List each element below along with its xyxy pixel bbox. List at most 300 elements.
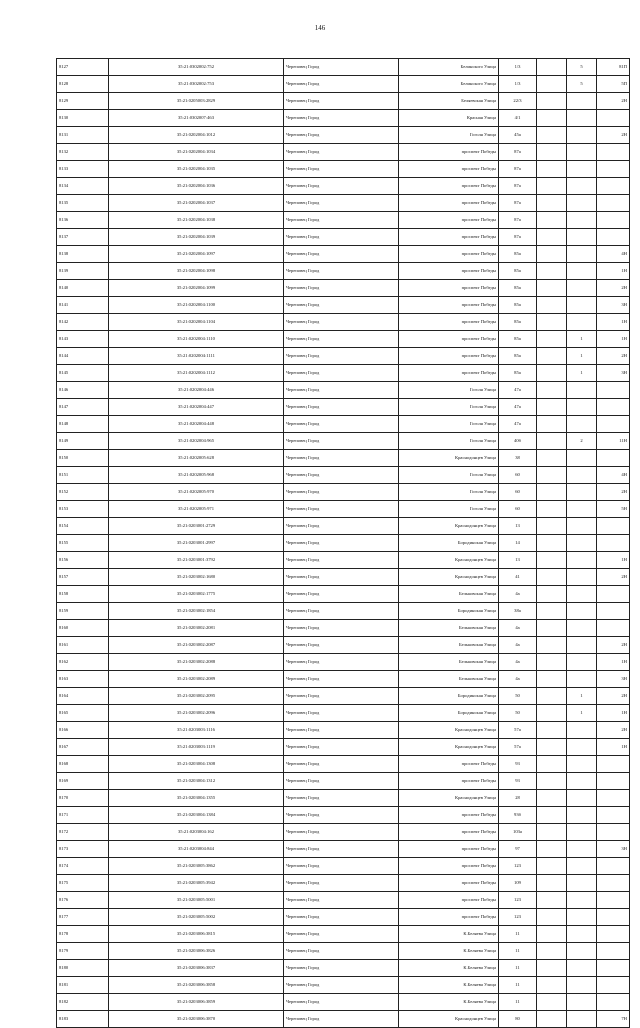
table-row [57,569,630,586]
premises-number-cell: 3Н [597,297,630,314]
table-row [57,365,630,382]
street-name-cell: Гоголя Улица [399,127,499,144]
street-name-cell: проспект Победы [399,824,499,841]
premises-number-cell: 4Н [597,467,630,484]
table-row [57,59,630,76]
house-number-cell: 85а [499,365,537,382]
street-name-cell: проспект Победы [399,314,499,331]
building-number-cell [537,365,567,382]
cadastral-number-cell: 35:21:0203004:1308 [109,756,284,773]
floor-number-cell [567,603,597,620]
floor-number-cell [567,382,597,399]
cadastral-number-cell: 35:21:0203001:3792 [109,552,284,569]
town-name-cell: Череповец Город [284,297,399,314]
table-row [57,603,630,620]
building-number-cell [537,331,567,348]
house-number-cell: 1/3 [499,59,537,76]
house-number-cell: 60 [499,467,537,484]
town-name-cell: Череповец Город [284,943,399,960]
table-row [57,875,630,892]
building-number-cell [537,671,567,688]
table-row [57,467,630,484]
street-name-cell: проспект Победы [399,144,499,161]
town-name-cell: Череповец Город [284,807,399,824]
building-number-cell [537,501,567,518]
town-name-cell: Череповец Город [284,331,399,348]
registry-body [57,59,630,1028]
floor-number-cell [567,756,597,773]
premises-number-cell: 1Н [597,552,630,569]
floor-number-cell [567,212,597,229]
building-number-cell [537,892,567,909]
table-row [57,620,630,637]
town-name-cell: Череповец Город [284,416,399,433]
row-number-cell: 8136 [57,212,109,229]
street-name-cell: Гоголя Улица [399,433,499,450]
town-name-cell: Череповец Город [284,637,399,654]
building-number-cell [537,926,567,943]
row-number-cell: 8147 [57,399,109,416]
street-name-cell: проспект Победы [399,841,499,858]
table-row [57,790,630,807]
row-number-cell: 8165 [57,705,109,722]
house-number-cell: 87а [499,229,537,246]
row-number-cell: 8128 [57,76,109,93]
house-number-cell: 40б [499,433,537,450]
table-row [57,484,630,501]
row-number-cell: 8127 [57,59,109,76]
floor-number-cell [567,943,597,960]
building-number-cell [537,790,567,807]
house-number-cell: 50 [499,705,537,722]
building-number-cell [537,246,567,263]
row-number-cell: 8167 [57,739,109,756]
building-number-cell [537,229,567,246]
row-number-cell: 8174 [57,858,109,875]
building-number-cell [537,76,567,93]
row-number-cell: 8135 [57,195,109,212]
street-name-cell: Бородинская Улица [399,688,499,705]
cadastral-number-cell: 35:21:0302007:463 [109,110,284,127]
cadastral-number-cell: 35:21:0203006:3858 [109,977,284,994]
cadastral-number-cell: 35:21:0203001:2729 [109,518,284,535]
table-row [57,93,630,110]
floor-number-cell [567,824,597,841]
table-row [57,110,630,127]
premises-number-cell [597,535,630,552]
house-number-cell: 123 [499,892,537,909]
house-number-cell: 13 [499,552,537,569]
cadastral-number-cell: 35:21:0203005:3942 [109,875,284,892]
table-row [57,739,630,756]
premises-number-cell: 1Н [597,263,630,280]
street-name-cell: проспект Победы [399,246,499,263]
table-row [57,212,630,229]
floor-number-cell: 1 [567,331,597,348]
town-name-cell: Череповец Город [284,858,399,875]
street-name-cell: проспект Победы [399,875,499,892]
town-name-cell: Череповец Город [284,314,399,331]
house-number-cell: 4а [499,620,537,637]
floor-number-cell [567,960,597,977]
street-name-cell: К.Беляева Улица [399,943,499,960]
premises-number-cell [597,110,630,127]
town-name-cell: Череповец Город [284,994,399,1011]
house-number-cell: 47а [499,399,537,416]
row-number-cell: 8143 [57,331,109,348]
table-row [57,518,630,535]
town-name-cell: Череповец Город [284,671,399,688]
table-row [57,909,630,926]
cadastral-number-cell: 35:21:0203002:2095 [109,688,284,705]
town-name-cell: Череповец Город [284,195,399,212]
street-name-cell: Беляевская Улица [399,93,499,110]
table-row [57,705,630,722]
street-name-cell: Краснодонцев Улица [399,1011,499,1028]
premises-number-cell: 5Н [597,501,630,518]
house-number-cell: 4а [499,654,537,671]
premises-number-cell: 1Н [597,739,630,756]
row-number-cell: 8137 [57,229,109,246]
floor-number-cell [567,280,597,297]
cadastral-number-cell: 35:21:0202004:1036 [109,178,284,195]
floor-number-cell [567,620,597,637]
floor-number-cell [567,467,597,484]
cadastral-number-cell: 35:21:0202004:1034 [109,144,284,161]
table-row [57,807,630,824]
town-name-cell: Череповец Город [284,586,399,603]
cadastral-number-cell: 35:21:0202004:965 [109,433,284,450]
town-name-cell: Череповец Город [284,620,399,637]
premises-number-cell: 2Н [597,688,630,705]
row-number-cell: 8183 [57,1011,109,1028]
street-name-cell: проспект Победы [399,280,499,297]
street-name-cell: Гоголя Улица [399,501,499,518]
row-number-cell: 8180 [57,960,109,977]
premises-number-cell [597,875,630,892]
cadastral-number-cell: 35:21:0202004:1100 [109,297,284,314]
house-number-cell: 41 [499,569,537,586]
row-number-cell: 8138 [57,246,109,263]
building-number-cell [537,824,567,841]
building-number-cell [537,586,567,603]
cadastral-number-cell: 35:21:0202004:447 [109,399,284,416]
house-number-cell: 85а [499,280,537,297]
building-number-cell [537,535,567,552]
floor-number-cell: 2 [567,433,597,450]
table-row [57,433,630,450]
building-number-cell [537,280,567,297]
street-name-cell: Бельковская Улица [399,637,499,654]
town-name-cell: Череповец Город [284,773,399,790]
premises-number-cell [597,382,630,399]
row-number-cell: 8153 [57,501,109,518]
row-number-cell: 8141 [57,297,109,314]
floor-number-cell [567,994,597,1011]
row-number-cell: 8163 [57,671,109,688]
town-name-cell: Череповец Город [284,348,399,365]
house-number-cell: 87а [499,212,537,229]
cadastral-number-cell: 35:21:0203001:2997 [109,535,284,552]
building-number-cell [537,348,567,365]
cadastral-number-cell: 35:21:0203006:3826 [109,943,284,960]
street-name-cell: проспект Победы [399,263,499,280]
row-number-cell: 8144 [57,348,109,365]
floor-number-cell [567,569,597,586]
town-name-cell: Череповец Город [284,144,399,161]
table-row [57,178,630,195]
premises-number-cell [597,229,630,246]
town-name-cell: Череповец Город [284,399,399,416]
table-row [57,824,630,841]
building-number-cell [537,552,567,569]
page-number: 146 [314,24,326,32]
street-name-cell: Краснодонцев Улица [399,450,499,467]
table-row [57,960,630,977]
street-name-cell: проспект Победы [399,229,499,246]
street-name-cell: Бородинская Улица [399,705,499,722]
cadastral-number-cell: 35:21:0202005:971 [109,501,284,518]
table-row [57,671,630,688]
cadastral-number-cell: 35:21:0202004:1038 [109,212,284,229]
premises-number-cell: 2Н [597,637,630,654]
house-number-cell: 57а [499,722,537,739]
floor-number-cell [567,297,597,314]
cadastral-number-cell: 35:21:0202004:1097 [109,246,284,263]
row-number-cell: 8134 [57,178,109,195]
cadastral-number-cell: 35:21:0202004:1039 [109,229,284,246]
floor-number-cell [567,144,597,161]
building-number-cell [537,93,567,110]
premises-number-cell [597,399,630,416]
building-number-cell [537,1011,567,1028]
table-row [57,416,630,433]
cadastral-number-cell: 35:21:0203003:1116 [109,722,284,739]
street-name-cell: К.Беляева Улица [399,994,499,1011]
town-name-cell: Череповец Город [284,977,399,994]
table-row [57,841,630,858]
house-number-cell: 38а [499,603,537,620]
street-name-cell: проспект Победы [399,178,499,195]
building-number-cell [537,144,567,161]
row-number-cell: 8155 [57,535,109,552]
house-number-cell: 87а [499,178,537,195]
building-number-cell [537,161,567,178]
house-number-cell: 11 [499,960,537,977]
floor-number-cell [567,552,597,569]
house-number-cell: 85а [499,331,537,348]
floor-number-cell [567,875,597,892]
table-row [57,280,630,297]
cadastral-number-cell: 35:21:0203005:3862 [109,858,284,875]
floor-number-cell [567,399,597,416]
town-name-cell: Череповец Город [284,790,399,807]
table-row [57,1011,630,1028]
premises-number-cell: 3Н [597,671,630,688]
street-name-cell: Бельковская Улица [399,620,499,637]
town-name-cell: Череповец Город [284,212,399,229]
table-row [57,977,630,994]
street-name-cell: Бельковская Улица [399,654,499,671]
table-row [57,535,630,552]
floor-number-cell [567,586,597,603]
row-number-cell: 8132 [57,144,109,161]
row-number-cell: 8181 [57,977,109,994]
town-name-cell: Череповец Город [284,841,399,858]
row-number-cell: 8131 [57,127,109,144]
house-number-cell: 38 [499,450,537,467]
cadastral-number-cell: 35:21:0203002:2088 [109,654,284,671]
house-number-cell: 11 [499,943,537,960]
building-number-cell [537,654,567,671]
building-number-cell [537,212,567,229]
floor-number-cell [567,161,597,178]
row-number-cell: 8142 [57,314,109,331]
building-number-cell [537,705,567,722]
house-number-cell: 45а [499,127,537,144]
table-row [57,229,630,246]
floor-number-cell [567,178,597,195]
street-name-cell: К.Беляева Улица [399,977,499,994]
row-number-cell: 8129 [57,93,109,110]
premises-number-cell [597,960,630,977]
town-name-cell: Череповец Город [284,467,399,484]
floor-number-cell [567,807,597,824]
town-name-cell: Череповец Город [284,127,399,144]
street-name-cell: проспект Победы [399,909,499,926]
cadastral-number-cell: 35:21:0203002:2089 [109,671,284,688]
street-name-cell: Гоголя Улица [399,416,499,433]
building-number-cell [537,433,567,450]
premises-number-cell: 4Н [597,246,630,263]
street-name-cell: Гоголя Улица [399,467,499,484]
building-number-cell [537,977,567,994]
street-name-cell: проспект Победы [399,892,499,909]
street-name-cell: Гоголя Улица [399,382,499,399]
town-name-cell: Череповец Город [284,535,399,552]
table-row [57,382,630,399]
building-number-cell [537,943,567,960]
house-number-cell: 87а [499,161,537,178]
premises-number-cell [597,943,630,960]
building-number-cell [537,467,567,484]
street-name-cell: проспект Победы [399,756,499,773]
street-name-cell: Краснодонцев Улица [399,569,499,586]
house-number-cell: 4а [499,637,537,654]
town-name-cell: Череповец Город [284,552,399,569]
cadastral-number-cell: 35:21:0203006:3837 [109,960,284,977]
table-row [57,892,630,909]
street-name-cell: Белинского Улица [399,59,499,76]
premises-number-cell [597,620,630,637]
house-number-cell: 11 [499,977,537,994]
premises-number-cell [597,603,630,620]
cadastral-number-cell: 35:21:0202004:1110 [109,331,284,348]
cadastral-number-cell: 35:21:0202004:1098 [109,263,284,280]
building-number-cell [537,603,567,620]
floor-number-cell [567,501,597,518]
street-name-cell: Краснодонцев Улица [399,518,499,535]
town-name-cell: Череповец Город [284,739,399,756]
cadastral-number-cell: 35:21:0203002:2081 [109,620,284,637]
row-number-cell: 8159 [57,603,109,620]
table-row [57,756,630,773]
table-row [57,858,630,875]
street-name-cell: проспект Победы [399,161,499,178]
floor-number-cell: 1 [567,688,597,705]
cadastral-number-cell: 35:21:0202005:970 [109,484,284,501]
street-name-cell: К.Беляева Улица [399,960,499,977]
building-number-cell [537,178,567,195]
street-name-cell: проспект Победы [399,773,499,790]
cadastral-number-cell: 35:21:0203002:2087 [109,637,284,654]
building-number-cell [537,110,567,127]
town-name-cell: Череповец Город [284,501,399,518]
street-name-cell: проспект Победы [399,365,499,382]
table-row [57,331,630,348]
house-number-cell: 87а [499,195,537,212]
cadastral-number-cell: 35:21:0202004:1037 [109,195,284,212]
premises-number-cell [597,807,630,824]
premises-number-cell: 3Н [597,365,630,382]
floor-number-cell [567,858,597,875]
street-name-cell: проспект Победы [399,807,499,824]
table-row [57,246,630,263]
row-number-cell: 8168 [57,756,109,773]
cadastral-number-cell: 35:21:0302002:752 [109,59,284,76]
street-name-cell: проспект Победы [399,348,499,365]
premises-number-cell [597,416,630,433]
house-number-cell: 93 [499,773,537,790]
floor-number-cell [567,535,597,552]
town-name-cell: Череповец Город [284,603,399,620]
cadastral-number-cell: 35:21:0205003:2829 [109,93,284,110]
town-name-cell: Череповец Город [284,824,399,841]
floor-number-cell [567,484,597,501]
floor-number-cell [567,246,597,263]
row-number-cell: 8169 [57,773,109,790]
premises-number-cell [597,178,630,195]
house-number-cell: 60 [499,501,537,518]
row-number-cell: 8166 [57,722,109,739]
house-number-cell: 13 [499,518,537,535]
cadastral-number-cell: 35:21:0203002:1854 [109,603,284,620]
cadastral-number-cell: 35:21:0203004:1384 [109,807,284,824]
town-name-cell: Череповец Город [284,76,399,93]
cadastral-number-cell: 35:21:0202004:448 [109,416,284,433]
floor-number-cell [567,195,597,212]
row-number-cell: 8178 [57,926,109,943]
premises-number-cell: 2Н [597,722,630,739]
cadastral-number-cell: 35:21:0203002:2096 [109,705,284,722]
row-number-cell: 8160 [57,620,109,637]
house-number-cell: 97 [499,841,537,858]
building-number-cell [537,195,567,212]
floor-number-cell [567,671,597,688]
row-number-cell: 8162 [57,654,109,671]
row-number-cell: 8154 [57,518,109,535]
premises-number-cell [597,909,630,926]
town-name-cell: Череповец Город [284,382,399,399]
cadastral-number-cell: 35:21:0203002:1775 [109,586,284,603]
house-number-cell: 80 [499,1011,537,1028]
building-number-cell [537,756,567,773]
house-number-cell: 28 [499,790,537,807]
cadastral-number-cell: 35:21:0203004:162 [109,824,284,841]
building-number-cell [537,807,567,824]
table-row [57,552,630,569]
cadastral-number-cell: 35:21:0203006:3815 [109,926,284,943]
